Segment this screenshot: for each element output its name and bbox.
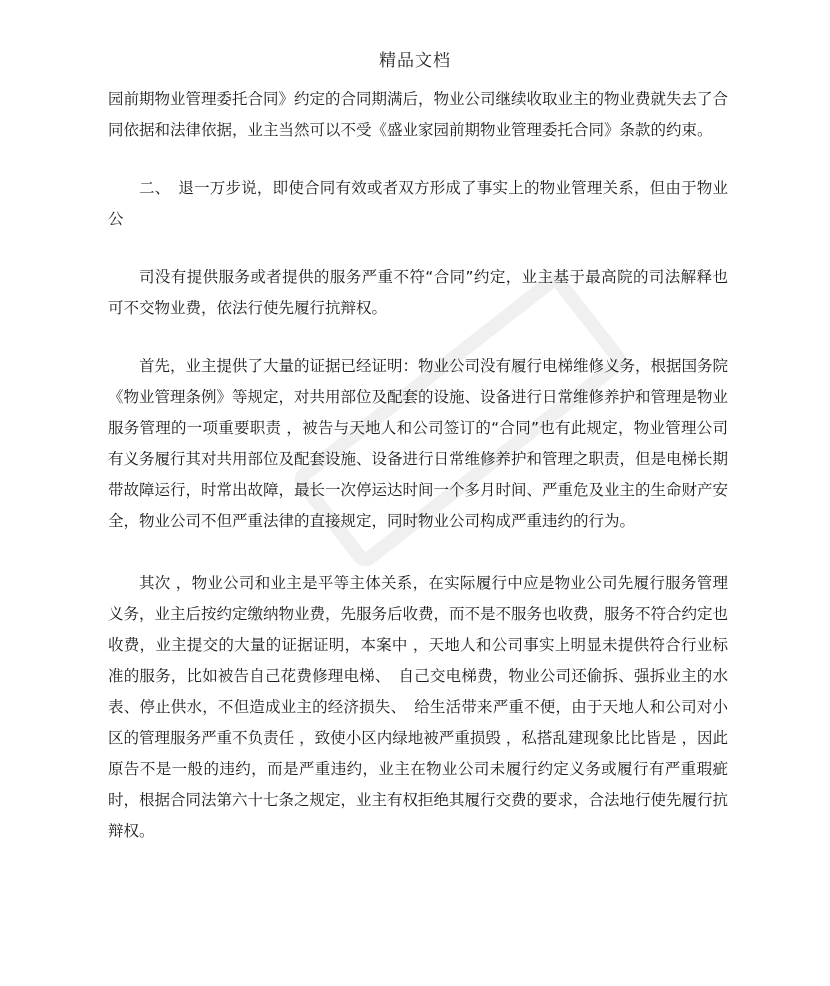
paragraph-section-two-continued: 司没有提供服务或者提供的服务严重不符“合同”约定，业主基于最高院的司法解释也可不交物业费，依法行使先履行抗辩权。 <box>108 268 728 317</box>
paragraph-first-point: 首先，业主提供了大量的证据已经证明：物业公司没有履行电梯维修义务，根据国务院《物业管理条例》等规定，对共用部位及配套的设施、设备进行日常维修养护和管理是物业服务管理的一项重要职责 ，被告与天地人和公司签订的“合同”也有此规定，物业管理公司有义务履行其对共用部位及配套设施、设备进行日常维修养护和管理之职责，但是电梯长期带故障运行，时常出故障，最长一次停运达时间一个多月时间、严重危及业主的生命财产安全，物业公司不但严重法律的直接规定，同时物业公司构成严重违约的行为。 <box>108 357 729 530</box>
page-header-title: 精品文档 <box>379 51 451 71</box>
paragraph-section-two: 二、 退一万步说，即使合同有效或者双方形成了事实上的物业管理关系，但由于物业公 <box>108 179 728 228</box>
paragraph-second-point: 其次 ，物业公司和业主是平等主体关系，在实际履行中应是物业公司先履行服务管理义务，业主后按约定缴纳物业费，先服务后收费，而不是不服务也收费，服务不符合约定也收费，业主提交的大量的证据证明，本案中 ，天地人和公司事实上明显未提供符合行业标准的服务，比如被告自己花费修理电梯、 自己交电梯费，物业公司还偷拆、强拆业主的水表、停止供水，不但造成业主的经济损失、 给生活带来严重不便，由于天地人和公司对小区的管理服务严重不负责任 ，致使小区内绿地被严重损毁 ，私搭乱建现象比比皆是 ，因此原告不是一般的违约，而是严重违约，业主在物业公司未履行约定义务或履行有严重瑕疵时，根据合同法第六十七条之规定，业主有权拒绝其履行交费的要求，合法地行使先履行抗辩权。 <box>108 574 729 840</box>
document-body <box>108 84 728 847</box>
paragraph-continuation: 园前期物业管理委托合同》约定的合同期满后，物业公司继续收取业主的物业费就失去了合同依据和法律依据，业主当然可以不受《盛业家园前期物业管理委托合同》条款的约束。 <box>108 90 729 139</box>
